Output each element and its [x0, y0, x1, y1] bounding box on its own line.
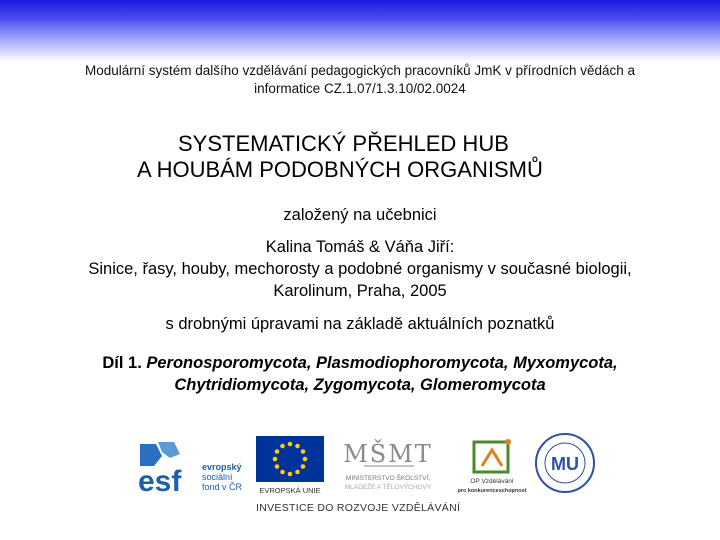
investment-caption: INVESTICE DO ROZVOJE VZDĚLÁVÁNÍ — [256, 502, 461, 514]
book-authors: Kalina Tomáš & Váňa Jiří: — [265, 238, 455, 256]
book-title: Sinice, řasy, houby, mechorosty a podobné organismy v současné biologii, — [88, 260, 632, 278]
book-citation — [0, 236, 720, 302]
project-header-line1: Modulární systém dalšího vzdělávání pedagogických pracovníků JmK v přírodních vědách a — [84, 63, 636, 78]
esf-logo — [136, 436, 252, 494]
eu-caption: EVROPSKÁ UNIE — [259, 486, 321, 495]
msmt-text1: MINISTERSTVO ŠKOLSTVÍ, — [345, 475, 431, 482]
esf-text2: sociální — [202, 472, 233, 482]
esf-letters: esf — [138, 465, 182, 494]
muni-seal-logo — [534, 432, 596, 494]
part-prefix: Díl 1. — [102, 354, 142, 372]
esf-text1: evropský — [202, 462, 242, 472]
op-text2: pro konkurenceschopnost — [457, 488, 527, 494]
revision-note: s drobnými úpravami na základě aktuálních poznatků — [165, 315, 555, 333]
msmt-logo — [330, 432, 450, 496]
project-header-line2: informatice CZ.1.07/1.3.10/02.0024 — [254, 81, 466, 96]
based-on-text: založený na učebnici — [283, 206, 437, 224]
part-heading — [0, 352, 720, 396]
part-line2: Chytridiomycota, Zygomycota, Glomeromycota — [174, 376, 546, 394]
op-text1: OP Vzdělávání — [470, 478, 514, 485]
op-vk-logo — [456, 436, 528, 496]
book-publisher: Karolinum, Praha, 2005 — [273, 282, 447, 300]
esf-text3: fond v ČR — [202, 482, 243, 492]
page-title-line1: SYSTEMATICKÝ PŘEHLED HUB — [178, 131, 509, 156]
top-gradient-band — [0, 0, 720, 62]
part-line1: Peronosporomycota, Plasmodiophoromycota, Myxomycota, — [146, 354, 618, 372]
muni-letters: MU — [551, 454, 579, 474]
project-header — [0, 62, 720, 98]
msmt-text2: MLÁDEŽE A TĚLOVÝCHOVY — [344, 484, 432, 491]
page-title-line2: A HOUBÁM PODOBNÝCH ORGANISMŮ — [137, 157, 543, 182]
eu-flag-logo — [256, 436, 324, 496]
msmt-letters: MŠMT — [343, 440, 433, 468]
